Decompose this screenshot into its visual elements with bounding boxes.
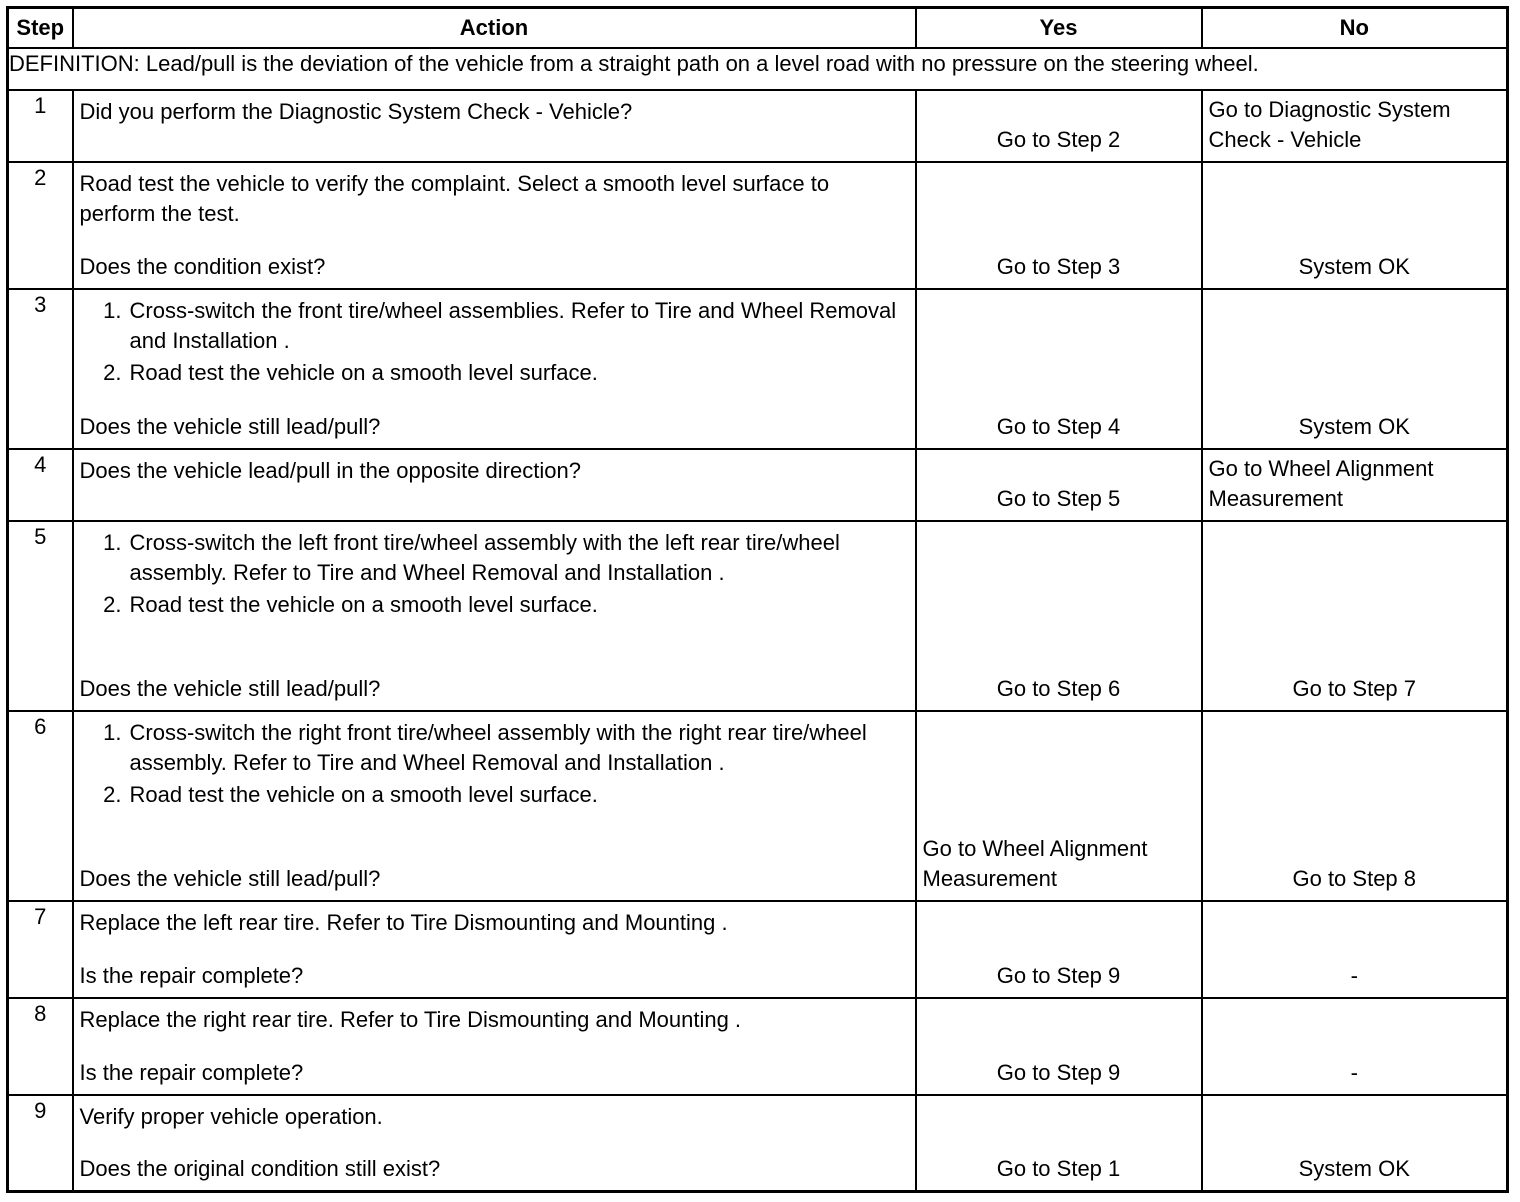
no-cell [1202,901,1508,998]
action-cell [73,711,916,901]
table-row [8,90,1508,162]
no-link[interactable]: Go to Diagnostic System Check - Vehicle [1208,97,1451,152]
yes-cell [916,521,1202,711]
table-row [8,449,1508,521]
no-link[interactable]: Go to Step 8 [1292,866,1417,891]
action-cell [73,521,916,711]
no-cell [1202,162,1508,289]
yes-link[interactable]: Go to Step 9 [996,963,1121,988]
list-item-text: Cross-switch the right front tire/wheel assembly with the right rear tire/wheel assembly. Refer to Tire and Wheel Removal and Installation . [129,720,867,775]
action-cell [73,998,916,1095]
list-item [80,358,909,388]
no-cell [1202,998,1508,1095]
action-text: Replace the right rear tire. Refer to Tire Dismounting and Mounting . [79,1007,742,1032]
action-cell [73,449,916,521]
yes-cell [916,1095,1202,1191]
action-list [80,528,909,620]
yes-cell [916,901,1202,998]
yes-link[interactable]: Go to Step 3 [996,254,1121,279]
no-cell [1202,449,1508,521]
diagnostic-table [6,6,1509,1193]
step-number: 8 [8,998,73,1095]
no-value: - [1350,963,1358,988]
yes-cell [916,711,1202,901]
yes-link[interactable]: Go to Step 1 [996,1155,1121,1181]
no-cell [1202,521,1508,711]
list-item-text: Road test the vehicle on a smooth level surface. [129,782,598,807]
list-item-number: 2. [103,592,122,617]
yes-cell [916,289,1202,449]
action-question: Does the original condition still exist? [79,1155,441,1181]
action-question: Does the vehicle still lead/pull? [79,676,381,701]
list-item-number: 2. [103,360,122,385]
action-cell [73,162,916,289]
step-number: 2 [8,162,73,289]
yes-link[interactable]: Go to Step 9 [996,1060,1121,1085]
list-item [80,296,909,356]
header-step: Step [8,8,73,49]
no-cell [1202,90,1508,162]
step-number: 6 [8,711,73,901]
action-question: Is the repair complete? [79,963,304,988]
list-item [80,528,909,588]
yes-link[interactable]: Go to Step 2 [996,127,1121,152]
action-question: Does the vehicle still lead/pull? [79,866,381,891]
no-cell [1202,1095,1508,1191]
yes-cell [916,449,1202,521]
table-row [8,289,1508,449]
header-yes: Yes [916,8,1202,49]
no-cell [1202,711,1508,901]
table-row [8,1095,1508,1191]
no-link[interactable]: System OK [1298,254,1410,279]
yes-cell [916,162,1202,289]
action-text: Replace the left rear tire. Refer to Tire Dismounting and Mounting . [79,910,728,935]
yes-cell [916,998,1202,1095]
list-item-text: Cross-switch the front tire/wheel assemblies. Refer to Tire and Wheel Removal and Installation . [129,298,897,353]
list-item-number: 1. [103,298,122,323]
list-item [80,590,909,620]
action-question: Does the vehicle still lead/pull? [79,414,381,439]
no-link[interactable]: Go to Wheel Alignment Measurement [1208,456,1434,511]
action-question: Is the repair complete? [79,1060,304,1085]
definition-text: DEFINITION: Lead/pull is the deviation of the vehicle from a straight path on a level road with no pressure on the steering wheel. [8,48,1508,90]
step-number: 9 [8,1095,73,1191]
action-cell [73,1095,916,1191]
list-item-text: Cross-switch the left front tire/wheel assembly with the left rear tire/wheel assembly. Refer to Tire and Wheel Removal and Installation . [129,530,840,585]
step-number: 3 [8,289,73,449]
step-number: 5 [8,521,73,711]
yes-cell [916,90,1202,162]
list-item [80,780,909,810]
list-item-text: Road test the vehicle on a smooth level surface. [129,592,598,617]
table-row [8,162,1508,289]
action-text: Road test the vehicle to verify the complaint. Select a smooth level surface to perform the test. [79,171,830,226]
no-link[interactable]: System OK [1298,1155,1410,1181]
step-number: 7 [8,901,73,998]
no-cell [1202,289,1508,449]
action-cell [73,90,916,162]
action-cell [73,901,916,998]
action-list [80,296,909,388]
yes-link[interactable]: Go to Step 5 [996,486,1121,511]
yes-link[interactable]: Go to Step 4 [996,414,1121,439]
list-item-number: 1. [103,530,122,555]
list-item-number: 1. [103,720,122,745]
action-question: Does the condition exist? [79,254,326,279]
no-link[interactable]: System OK [1298,414,1410,439]
step-number: 1 [8,90,73,162]
yes-link[interactable]: Go to Wheel Alignment Measurement [922,836,1148,891]
list-item-number: 2. [103,782,122,807]
action-text: Verify proper vehicle operation. [79,1104,383,1129]
header-row [8,8,1508,49]
action-text: Does the vehicle lead/pull in the opposite direction? [79,458,581,483]
step-number: 4 [8,449,73,521]
yes-link[interactable]: Go to Step 6 [996,676,1121,701]
list-item-text: Road test the vehicle on a smooth level surface. [129,360,598,385]
table-row [8,711,1508,901]
definition-row [8,48,1508,90]
header-no: No [1202,8,1508,49]
no-link[interactable]: Go to Step 7 [1292,676,1417,701]
action-cell [73,289,916,449]
table-row [8,901,1508,998]
action-text: Did you perform the Diagnostic System Check - Vehicle? [79,99,633,124]
table-row [8,998,1508,1095]
header-action: Action [73,8,916,49]
table-row [8,521,1508,711]
action-list [80,718,909,810]
no-value: - [1350,1060,1358,1085]
list-item [80,718,909,778]
